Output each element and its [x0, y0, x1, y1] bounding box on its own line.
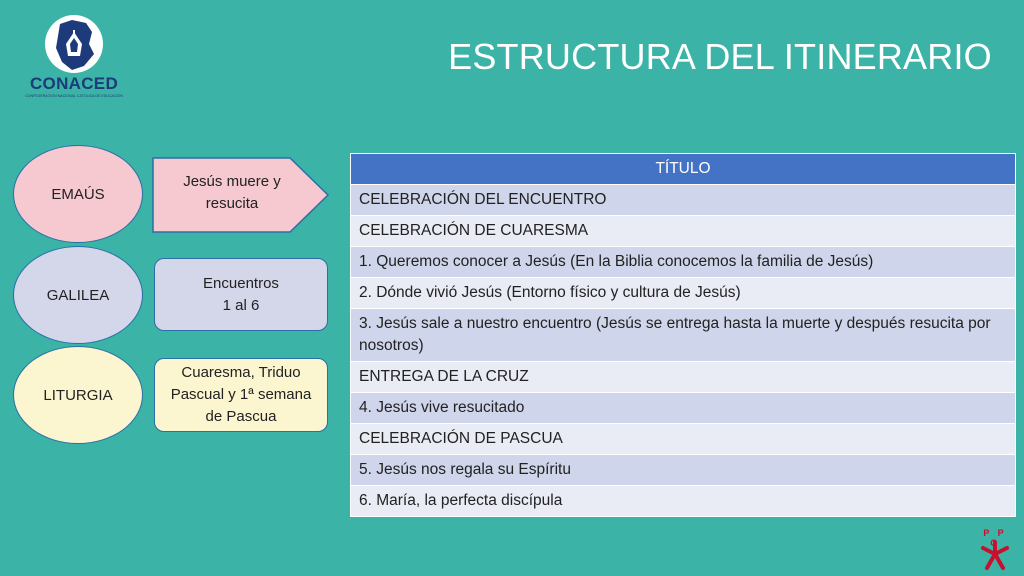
- ppc-logo: [976, 528, 1014, 574]
- stage-emaus-detail: [152, 157, 330, 233]
- table-row: [351, 185, 1016, 216]
- table-cell: ENTREGA DE LA CRUZ: [351, 362, 1016, 393]
- page-title: ESTRUCTURA DEL ITINERARIO: [448, 36, 992, 77]
- table-row: [351, 362, 1016, 393]
- ppc-symbol-icon: [979, 540, 1011, 572]
- table-row: [351, 278, 1016, 309]
- table-cell: CELEBRACIÓN DE CUARESMA: [351, 216, 1016, 247]
- table-cell: CELEBRACIÓN DE PASCUA: [351, 424, 1016, 455]
- table-row: [351, 424, 1016, 455]
- table-row: [351, 247, 1016, 278]
- table-cell: 4. Jesús vive resucitado: [351, 393, 1016, 424]
- table-cell: 6. María, la perfecta discípula: [351, 486, 1016, 517]
- table-cell: 3. Jesús sale a nuestro encuentro (Jesús se entrega hasta la muerte y después resucita por nosotros): [351, 309, 1016, 362]
- stage-emaus-detail-text: Jesús muere y resucita: [183, 173, 281, 212]
- colombia-map-icon: [42, 14, 106, 76]
- table-row: [351, 393, 1016, 424]
- table-cell: 5. Jesús nos regala su Espíritu: [351, 455, 1016, 486]
- table-cell: CELEBRACIÓN DEL ENCUENTRO: [351, 185, 1016, 216]
- logo-subtitle: CONFEDERACIÓN NACIONAL CATÓLICA DE EDUCACIÓN: [25, 94, 123, 98]
- stage-galilea-oval: GALILEA: [13, 246, 143, 344]
- stage-liturgia-oval: LITURGIA: [13, 346, 143, 444]
- stage-liturgia-detail: Cuaresma, Triduo Pascual y 1ª semana de Pascua: [154, 358, 328, 432]
- table-header-titulo: TÍTULO: [351, 154, 1016, 185]
- logo-name: CONACED: [29, 74, 119, 93]
- conaced-logo: [18, 14, 130, 100]
- table-row: [351, 455, 1016, 486]
- table-cell: 2. Dónde vivió Jesús (Entorno físico y cultura de Jesús): [351, 278, 1016, 309]
- table-row: [351, 216, 1016, 247]
- table-row: [351, 309, 1016, 362]
- table-row: [351, 486, 1016, 517]
- itinerary-table: [350, 153, 1016, 517]
- stage-emaus-oval: EMAÚS: [13, 145, 143, 243]
- ppc-logo-text: P P C: [983, 528, 1007, 548]
- stage-galilea-detail: Encuentros 1 al 6: [154, 258, 328, 331]
- table-cell: 1. Queremos conocer a Jesús (En la Biblia conocemos la familia de Jesús): [351, 247, 1016, 278]
